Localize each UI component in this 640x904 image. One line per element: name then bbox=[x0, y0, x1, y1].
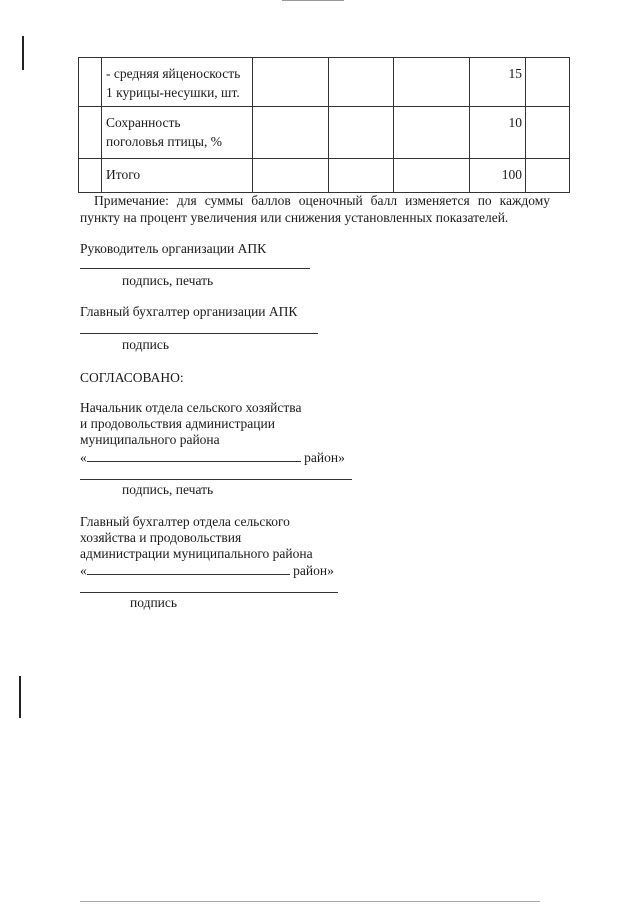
indicator-text-line: - средняя яйценоскость bbox=[106, 66, 241, 81]
table-row bbox=[79, 159, 570, 193]
head-signature-line bbox=[80, 268, 310, 269]
dept-head-title bbox=[80, 400, 301, 448]
scores-table bbox=[78, 57, 570, 193]
head-title: Руководитель организации АПК bbox=[80, 241, 267, 256]
table-row bbox=[79, 107, 570, 159]
scan-mark-top bbox=[282, 0, 344, 1]
agreed-heading: СОГЛАСОВАНО: bbox=[80, 370, 184, 385]
score-cell: 10 bbox=[470, 107, 526, 159]
dept-head-signature-line bbox=[80, 479, 352, 480]
scan-mark-left-bottom bbox=[19, 676, 21, 718]
district-suffix: район» bbox=[293, 563, 334, 578]
dept-accountant-title-line: администрации муниципального района bbox=[80, 546, 313, 561]
dept-head-title-line: Начальник отдела сельского хозяйства bbox=[80, 400, 302, 415]
scan-mark-bottom bbox=[80, 901, 540, 902]
indicator-cell bbox=[102, 159, 253, 193]
accountant-title: Главный бухгалтер организации АПК bbox=[80, 304, 298, 319]
indicator-text-line: 1 курицы-несушки, шт. bbox=[106, 85, 240, 100]
district-suffix: район» bbox=[304, 450, 345, 465]
score-cell: 15 bbox=[470, 58, 526, 107]
quote-open: « bbox=[80, 563, 87, 578]
district-name-blank bbox=[87, 450, 301, 462]
accountant-caption: подпись bbox=[122, 337, 170, 352]
dept-accountant-title-line: хозяйства и продовольствия bbox=[80, 530, 242, 545]
quote-open: « bbox=[80, 450, 87, 465]
dept-accountant-caption: подпись bbox=[130, 595, 178, 610]
dept-head-district-field bbox=[80, 450, 345, 466]
dept-accountant-district-field bbox=[80, 563, 334, 579]
indicator-cell bbox=[102, 107, 253, 159]
head-caption: подпись, печать bbox=[122, 273, 214, 288]
indicator-text-line: Сохранность bbox=[106, 115, 181, 130]
scan-mark-left-top bbox=[22, 36, 24, 70]
indicator-text-line: Итого bbox=[106, 167, 141, 182]
indicator-cell bbox=[102, 58, 253, 107]
dept-head-caption: подпись, печать bbox=[122, 482, 214, 497]
dept-accountant-title bbox=[80, 514, 313, 562]
accountant-signature-line bbox=[80, 333, 318, 334]
dept-accountant-title-line: Главный бухгалтер отдела сельского bbox=[80, 514, 290, 529]
district-name-blank bbox=[87, 563, 290, 575]
table-row bbox=[79, 58, 570, 107]
dept-head-title-line: и продовольствия администрации bbox=[80, 416, 275, 431]
dept-head-title-line: муниципального района bbox=[80, 432, 220, 447]
indicator-text-line: поголовья птицы, % bbox=[106, 134, 222, 149]
dept-accountant-signature-line bbox=[80, 592, 338, 593]
score-cell: 100 bbox=[470, 159, 526, 193]
note-paragraph: Примечание: для суммы баллов оценочный балл изменяется по каждому пункту на процент увеличения или снижения установленных показателей. bbox=[80, 193, 550, 225]
